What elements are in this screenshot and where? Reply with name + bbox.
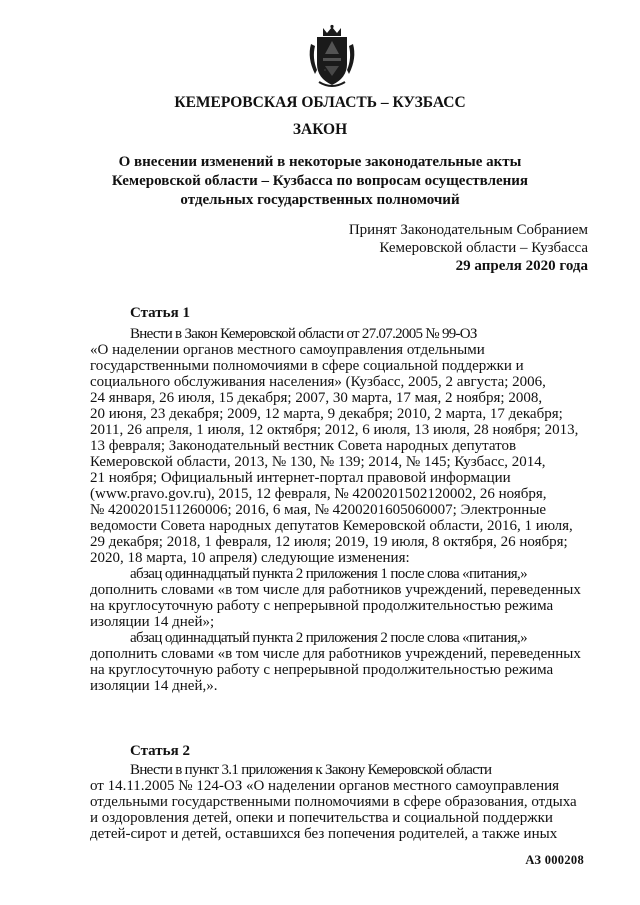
text-line: на круглосуточную работу с непрерывной продолжительностью режима <box>90 662 554 678</box>
text-line: 2020, 18 марта, 10 апреля) следующие изменения: <box>90 550 410 566</box>
text-line: абзац одиннадцатый пункта 2 приложения 1 после слова «питания,» <box>130 566 527 582</box>
text-line: дополнить словами «в том числе для работников учреждений, переведенных <box>90 646 581 662</box>
text-line: 21 ноября; Официальный интернет-портал правовой информации <box>90 470 511 486</box>
doc-type-title: ЗАКОН <box>292 121 348 138</box>
article1-para-3 <box>90 630 587 646</box>
text-line: Кемеровской области, 2013, № 130, № 139; 2014, № 145; Кузбасс, 2014, <box>90 454 546 470</box>
text-line: государственными полномочиями в сфере социальной поддержки и <box>90 358 524 374</box>
subject-line: отдельных государственных полномочий <box>180 192 460 208</box>
adopted-line: Кемеровской области – Кузбасса <box>379 240 588 256</box>
text-line: Внести в Закон Кемеровской области от 27.07.2005 № 99-ОЗ <box>130 326 477 342</box>
scan-dot <box>324 69 326 71</box>
text-line: 20 июня, 23 декабря; 2009, 12 марта, 9 декабря; 2010, 2 марта, 17 декабря; <box>90 406 563 422</box>
text-line: 24 января, 26 июля, 15 декабря; 2007, 30 марта, 17 мая, 2 ноября; 2008, <box>90 390 543 406</box>
text-line: и оздоровления детей, опеки и попечительства и социальной поддержки <box>90 810 553 826</box>
text-line: социального обслуживания населения» (Кузбасс, 2005, 2 августа; 2006, <box>90 374 546 390</box>
text-line: № 4200201511260006; 2016, 6 мая, № 4200201605060007; Электронные <box>90 502 547 518</box>
adopted-line: Принят Законодательным Собранием <box>348 222 588 238</box>
region-title: КЕМЕРОВСКАЯ ОБЛАСТЬ – КУЗБАСС <box>174 94 466 111</box>
text-line: 13 февраля; Законодательный вестник Совета народных депутатов <box>90 438 517 454</box>
document-code: АЗ 000208 <box>525 853 584 867</box>
kuzbass-coat-of-arms-icon <box>301 24 363 88</box>
article1-body <box>90 326 587 694</box>
text-line: изоляции 14 дней»; <box>90 614 215 630</box>
article2-heading: Статья 2 <box>130 743 190 759</box>
adopted-date: 29 апреля 2020 года <box>455 258 588 274</box>
text-line: изоляции 14 дней,». <box>90 678 218 694</box>
article2-body <box>90 762 587 842</box>
text-line: ведомости Совета народных депутатов Кемеровской области, 2016, 1 июля, <box>90 518 573 534</box>
law-subject <box>60 153 580 210</box>
subject-line: О внесении изменений в некоторые законодательные акты <box>118 154 522 170</box>
text-line: Внести в пункт 3.1 приложения к Закону Кемеровской области <box>130 762 492 778</box>
text-line: (www.pravo.gov.ru), 2015, 12 февраля, № 4200201502120002, 26 ноября, <box>90 486 547 502</box>
text-line: от 14.11.2005 № 124-ОЗ «О наделении органов местного самоуправления <box>90 778 560 794</box>
adoption-block <box>349 221 588 275</box>
article2-para-main <box>90 762 587 778</box>
text-line: «О наделении органов местного самоуправления отдельными <box>90 342 485 358</box>
subject-line: Кемеровской области – Кузбасса по вопросам осуществления <box>111 173 529 189</box>
text-line: дополнить словами «в том числе для работников учреждений, переведенных <box>90 582 581 598</box>
article1-para-main <box>90 326 587 342</box>
text-line: 29 декабря; 2018, 1 февраля, 12 июля; 2019, 19 июля, 8 октября, 26 ноября; <box>90 534 568 550</box>
text-line: отдельными государственными полномочиями в сфере образования, отдыха <box>90 794 577 810</box>
text-line: на круглосуточную работу с непрерывной продолжительностью режима <box>90 598 554 614</box>
text-line: детей-сирот и детей, оставшихся без попечения родителей, а также иных <box>90 826 558 842</box>
article1-heading: Статья 1 <box>130 305 190 321</box>
article1-para-2 <box>90 566 587 582</box>
text-line: 2011, 26 апреля, 1 июля, 12 октября; 2012, 6 июля, 13 июля, 28 ноября; 2013, <box>90 422 579 438</box>
text-line: абзац одиннадцатый пункта 2 приложения 2 после слова «питания,» <box>130 630 527 646</box>
